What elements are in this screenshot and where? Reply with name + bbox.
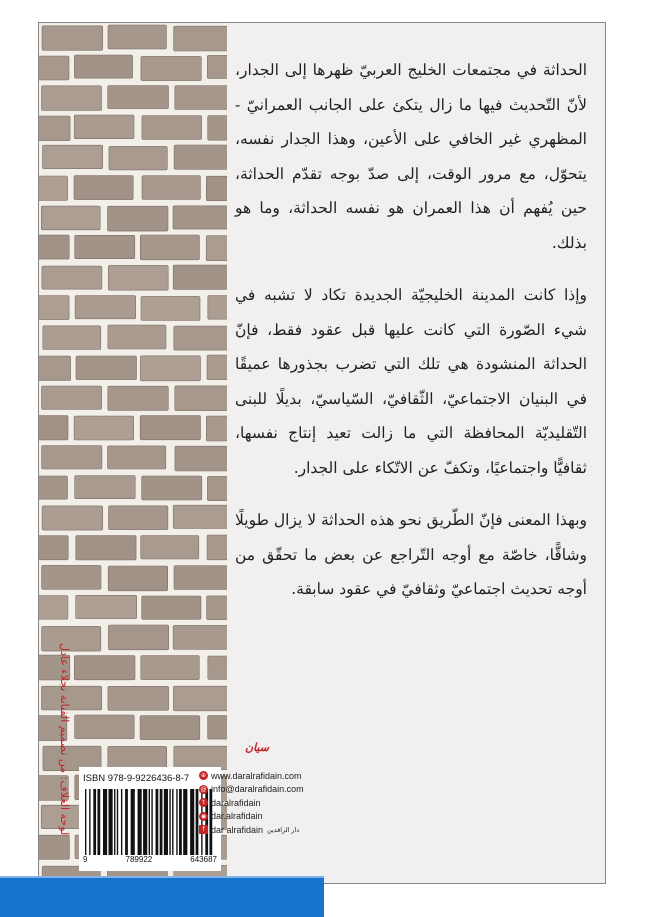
brick: [174, 566, 227, 590]
brick: [206, 416, 227, 441]
contact-text: www.daralrafidain.com: [211, 770, 302, 781]
instagram-icon: ◉: [200, 812, 207, 820]
brick: [41, 206, 100, 230]
brick: [175, 446, 227, 471]
barcode-bar: [160, 789, 163, 855]
brick: [43, 145, 103, 169]
brick: [75, 476, 136, 499]
brick: [175, 386, 227, 411]
barcode-bar: [151, 789, 152, 855]
barcode-bar: [125, 789, 128, 855]
brick: [141, 536, 199, 559]
barcode-bar: [97, 789, 100, 855]
barcode-bar: [117, 789, 118, 855]
contact-email[interactable]: [199, 783, 359, 797]
brick: [142, 176, 200, 200]
brick: [140, 356, 200, 381]
barcode-bar: [103, 789, 107, 855]
barcode-bar: [131, 789, 135, 855]
barcode-digit-group: 9: [83, 855, 88, 864]
brick: [174, 326, 227, 350]
brick: [140, 416, 200, 440]
brick: [208, 296, 227, 320]
brick: [76, 595, 137, 618]
publisher-contacts: [199, 769, 359, 837]
barcode-digit-group: 643687: [190, 855, 217, 864]
contact-text-arabic: دار الرافدين: [267, 826, 300, 834]
isbn-number: ISBN 978-9-9226436-8-7: [83, 773, 190, 784]
brick: [42, 506, 103, 530]
brick: [74, 176, 133, 200]
barcode-bar: [156, 789, 159, 855]
cover-art-credit: لوحة الغلاف: من تصميم الفنانة نجلاء عادل: [58, 643, 71, 836]
brick: [39, 416, 68, 440]
brick: [39, 356, 71, 380]
brick: [173, 686, 227, 711]
brick: [173, 206, 227, 229]
barcode-bar: [93, 789, 96, 855]
brick: [42, 86, 102, 111]
brick: [174, 26, 227, 51]
publisher-logo: سيان: [245, 741, 269, 754]
brick: [74, 115, 134, 139]
barcode-digits: [79, 855, 221, 864]
blurb-paragraph-2: وإذا كانت المدينة الخليجيّة الجديدة تكاد لا تشبه في شيء الصّورة التي كانت عليها قبل عقود فقط، فإنّ الحداثة المنشودة هي تلك التي تضرب بجذورها عميقًا في البنيان الاجتماعيّ، الثّقافيّ، السّياسيّ، بديلًا للبنى التّقليديّة المحافظة التي ما زالت تعيد إنتاج نفسها، ثقافيًّا واجتماعيًا، وتكفّ عن الاتّكاء على الجدار.: [235, 286, 587, 477]
brick: [173, 505, 227, 528]
barcode-bar: [149, 789, 150, 855]
barcode-bar: [109, 789, 113, 855]
brick: [108, 386, 169, 410]
brick: [142, 476, 202, 500]
bottom-blue-strip: [0, 878, 324, 917]
facebook-icon: f: [199, 825, 208, 834]
book-back-cover: [38, 22, 606, 884]
brick: [142, 596, 201, 619]
brick: [174, 145, 227, 169]
brick: [208, 716, 227, 740]
brick: [207, 355, 227, 380]
blurb-text: [235, 53, 587, 625]
contact-facebook[interactable]: [199, 823, 359, 837]
brick: [208, 116, 227, 141]
brick: [43, 326, 101, 350]
brick: [108, 25, 166, 49]
brick: [39, 56, 69, 80]
contact-twitter[interactable]: [199, 796, 359, 810]
brick: [175, 86, 227, 110]
brick: [108, 206, 169, 231]
contact-text: daralrafidain: [211, 797, 261, 808]
contact-text: info@daralrafidain.com: [211, 784, 304, 795]
blurb-paragraph-1: الحداثة في مجتمعات الخليج العربيّ ظهرها إلى الجدار، لأنّ التّحديث فيها ما زال يتكئ على الجانب العمرانيّ - المظهري غير الخافي على الأعين، وهذا الجدار نفسه، يتحوّل، مع مرور الوقت، إلى صدّ بوجه تقدّم الحداثة، حين يُفهم أن هذا العمران هو نفسه الحداثة، وما هو بذلك.: [235, 61, 587, 252]
barcode-bar: [190, 789, 194, 855]
brick: [207, 535, 227, 560]
barcode-bar: [143, 789, 147, 855]
contact-text: dar alrafidain: [211, 824, 264, 835]
brick: [108, 86, 169, 109]
brick: [39, 296, 69, 320]
twitter-icon: t: [199, 798, 208, 807]
brick: [42, 446, 102, 470]
brick: [39, 235, 69, 259]
brick: [140, 716, 200, 740]
blurb-paragraph-3: وبهذا المعنى فإنّ الطّريق نحو هذه الحداثة لا يزال طويلًا وشاقًّا، خاصّة مع أوجه التّراجع عن بعض ما تحقّق من أوجه تحديث اجتماعيّ وثقافيّ في عقود سابقة.: [235, 511, 587, 598]
brick: [108, 265, 168, 290]
barcode-digit-group: 789922: [125, 855, 153, 864]
barcode-bars: [85, 789, 215, 855]
brick: [39, 596, 68, 620]
brick: [206, 236, 227, 261]
brick: [42, 565, 101, 589]
brick: [109, 506, 168, 530]
barcode-bar: [196, 789, 199, 855]
brick: [42, 686, 102, 710]
brick: [75, 235, 135, 258]
brick: [39, 176, 68, 201]
barcode-bar: [176, 789, 177, 855]
brick: [42, 266, 102, 289]
brick: [42, 386, 102, 409]
brick: [76, 536, 136, 561]
brick: [206, 176, 227, 201]
contact-website[interactable]: [199, 769, 359, 783]
barcode-bar: [114, 789, 115, 855]
brick: [173, 625, 227, 649]
brick: [74, 416, 134, 440]
barcode-bar: [179, 789, 182, 855]
brick: [39, 536, 68, 560]
email-icon: @: [200, 785, 207, 793]
brick: [39, 116, 70, 141]
brick: [39, 476, 68, 499]
brick: [74, 55, 132, 78]
brick: [140, 235, 199, 260]
brick: [141, 56, 201, 80]
web-icon: ⊕: [200, 772, 207, 780]
brick: [108, 446, 166, 469]
brick: [76, 356, 137, 380]
brick: [207, 55, 227, 78]
barcode-bar: [138, 789, 142, 855]
brick: [207, 476, 227, 500]
brick: [207, 596, 227, 620]
brick: [173, 265, 227, 289]
brick: [142, 116, 202, 140]
brick: [141, 296, 200, 320]
brick: [141, 656, 200, 680]
brick: [42, 626, 101, 651]
brick: [74, 656, 135, 680]
barcode-bar: [169, 789, 170, 855]
barcode-bar: [172, 789, 173, 855]
brick: [42, 26, 103, 51]
contact-text: dar.alrafidain: [211, 811, 263, 822]
brick: [75, 296, 136, 319]
brick: [108, 325, 166, 349]
contact-instagram[interactable]: [199, 810, 359, 824]
barcode-bar: [183, 789, 187, 855]
brick: [75, 715, 135, 739]
brick: [108, 566, 168, 591]
barcode-bar: [85, 789, 86, 855]
brick: [208, 656, 227, 680]
brick: [108, 686, 169, 710]
barcode-bar: [89, 789, 90, 855]
brick: [109, 146, 167, 170]
brick: [108, 625, 168, 650]
barcode-bar: [164, 789, 168, 855]
barcode-bar: [121, 789, 122, 855]
